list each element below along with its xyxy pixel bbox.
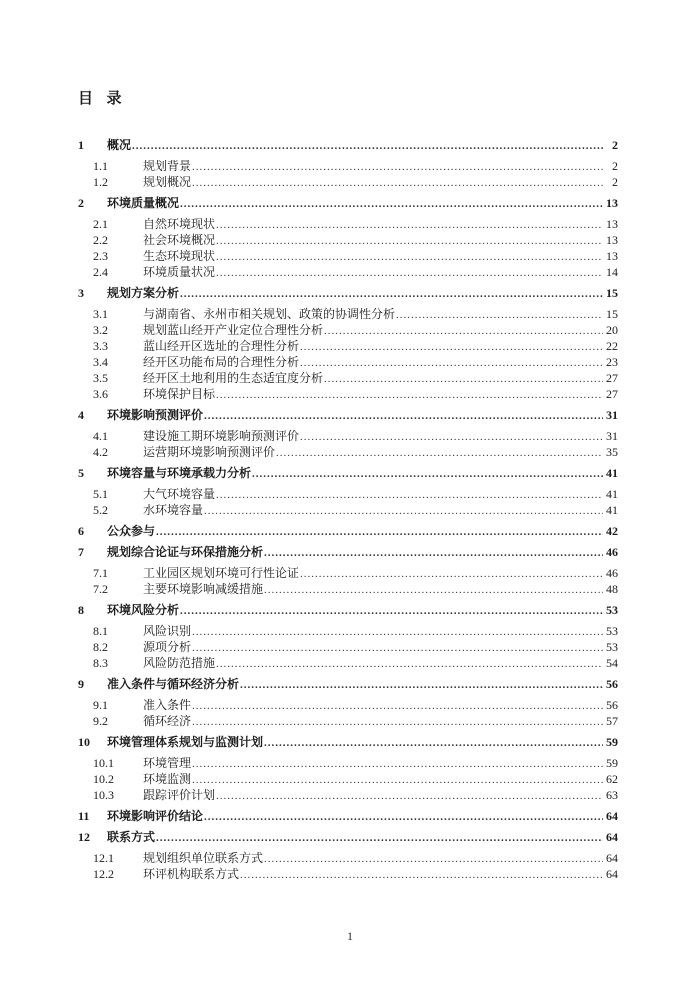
- toc-entry-page: 64: [606, 867, 618, 881]
- toc-entry: [93, 502, 618, 518]
- toc-entry-title: 环境管理: [143, 756, 192, 770]
- toc-entry: [78, 285, 618, 301]
- toc-entry-title: 与湖南省、永州市相关规划、政策的协调性分析: [143, 307, 396, 321]
- dot-leader: [204, 808, 603, 825]
- toc-entry-page: 22: [606, 339, 618, 353]
- dot-leader: [216, 486, 603, 503]
- dot-leader: [204, 407, 603, 424]
- toc-entry-number: 7: [78, 545, 84, 559]
- toc-entry: [93, 639, 618, 655]
- toc-entry-number: 8.3: [93, 656, 108, 670]
- toc-entry: [78, 465, 618, 481]
- toc-entry-page: 41: [606, 503, 618, 517]
- toc-entry-title: 循环经济: [143, 714, 192, 728]
- toc-entry-page: 56: [606, 698, 618, 712]
- dot-leader: [216, 264, 603, 281]
- dot-leader: [264, 850, 603, 867]
- toc-entry-title: 环境质量概况: [107, 196, 180, 210]
- toc-entry-page: 27: [606, 371, 618, 385]
- toc-entry-page: 42: [606, 524, 618, 538]
- toc-entry-number: 9.2: [93, 714, 108, 728]
- toc-entry: [93, 322, 618, 338]
- toc-entry-number: 10.2: [93, 772, 114, 786]
- toc-entry-page: 41: [606, 466, 618, 480]
- toc-entry-title: 风险识别: [143, 624, 192, 638]
- toc-entry: [78, 808, 618, 824]
- toc-entry-title: 环境保护目标: [143, 387, 216, 401]
- toc-entry-title: 主要环境影响减缓措施: [143, 582, 264, 596]
- toc-entry-number: 6: [78, 524, 84, 538]
- toc-entry-title: 规划组织单位联系方式: [143, 851, 264, 865]
- toc-entry-page: 15: [606, 307, 618, 321]
- dot-leader: [264, 581, 603, 598]
- toc-entry-number: 12.2: [93, 867, 114, 881]
- toc-entry: [78, 676, 618, 692]
- toc-entry-title: 环评机构联系方式: [143, 867, 240, 881]
- toc-entry-number: 2: [78, 196, 84, 210]
- toc-list: [78, 137, 618, 882]
- dot-leader: [192, 623, 603, 640]
- toc-entry-title: 规划综合论证与环保措施分析: [107, 545, 264, 559]
- toc-entry-title: 建设施工期环境影响预测评价: [143, 429, 300, 443]
- toc-entry-page: 13: [606, 196, 618, 210]
- dot-leader: [180, 195, 603, 212]
- toc-entry: [93, 581, 618, 597]
- dot-leader: [216, 248, 603, 265]
- toc-entry: [93, 248, 618, 264]
- dot-leader: [300, 338, 603, 355]
- toc-entry-page: 63: [606, 788, 618, 802]
- toc-entry-title: 联系方式: [107, 830, 156, 844]
- toc-entry-page: 13: [606, 233, 618, 247]
- toc-entry: [78, 407, 618, 423]
- dot-leader: [252, 465, 603, 482]
- toc-entry-page: 27: [606, 387, 618, 401]
- toc-entry-number: 3.4: [93, 355, 108, 369]
- dot-leader: [240, 866, 603, 883]
- toc-entry-page: 53: [606, 640, 618, 654]
- dot-leader: [240, 676, 603, 693]
- toc-entry: [78, 523, 618, 539]
- toc-entry-page: 20: [606, 323, 618, 337]
- toc-entry-page: 59: [606, 735, 618, 749]
- toc-entry-page: 31: [606, 408, 618, 422]
- toc-entry-number: 3: [78, 286, 84, 300]
- toc-entry-page: 53: [606, 624, 618, 638]
- toc-entry-title: 运营期环境影响预测评价: [143, 445, 276, 459]
- dot-leader: [192, 755, 603, 772]
- toc-entry-title: 水环境容量: [143, 503, 204, 517]
- dot-leader: [264, 544, 603, 561]
- toc-entry-title: 环境影响预测评价: [107, 408, 204, 422]
- toc-entry-number: 7.2: [93, 582, 108, 596]
- toc-entry-number: 1: [78, 138, 84, 152]
- toc-entry-number: 8.2: [93, 640, 108, 654]
- toc-entry-page: 14: [606, 265, 618, 279]
- toc-entry-number: 3.5: [93, 371, 108, 385]
- dot-leader: [396, 306, 603, 323]
- toc-entry: [93, 354, 618, 370]
- toc-entry: [93, 623, 618, 639]
- toc-entry-page: 41: [606, 487, 618, 501]
- dot-leader: [216, 216, 603, 233]
- toc-entry-page: 56: [606, 677, 618, 691]
- dot-leader: [324, 322, 603, 339]
- toc-entry-number: 2.4: [93, 265, 108, 279]
- toc-entry: [78, 544, 618, 560]
- toc-entry-page: 2: [612, 175, 618, 189]
- toc-entry-number: 11: [78, 809, 90, 823]
- toc-entry-number: 5.2: [93, 503, 108, 517]
- toc-entry-title: 源项分析: [143, 640, 192, 654]
- toc-entry-page: 57: [606, 714, 618, 728]
- toc-entry-number: 2.2: [93, 233, 108, 247]
- toc-entry-title: 跟踪评价计划: [143, 788, 216, 802]
- toc-entry: [93, 787, 618, 803]
- dot-leader: [180, 285, 603, 302]
- toc-entry: [78, 195, 618, 211]
- toc-entry-title: 社会环境概况: [143, 233, 216, 247]
- toc-entry: [78, 602, 618, 618]
- dot-leader: [216, 787, 603, 804]
- toc-entry-page: 64: [606, 830, 618, 844]
- toc-entry: [93, 306, 618, 322]
- toc-entry-page: 15: [606, 286, 618, 300]
- toc-entry: [93, 264, 618, 280]
- toc-entry-number: 12: [78, 830, 90, 844]
- toc-entry-number: 2.1: [93, 217, 108, 231]
- toc-entry: [93, 386, 618, 402]
- toc-entry-page: 13: [606, 217, 618, 231]
- toc-entry: [93, 370, 618, 386]
- toc-entry-number: 7.1: [93, 566, 108, 580]
- toc-entry-title: 风险防范措施: [143, 656, 216, 670]
- toc-entry-title: 规划背景: [143, 159, 192, 173]
- dot-leader: [216, 232, 603, 249]
- toc-entry-title: 环境监测: [143, 772, 192, 786]
- toc-entry-page: 64: [606, 851, 618, 865]
- toc-entry-number: 12.1: [93, 851, 114, 865]
- toc-entry: [93, 174, 618, 190]
- dot-leader: [264, 734, 603, 751]
- toc-entry-title: 环境风险分析: [107, 603, 180, 617]
- toc-entry-number: 4.2: [93, 445, 108, 459]
- toc-entry: [93, 428, 618, 444]
- toc-entry: [93, 232, 618, 248]
- toc-entry-page: 46: [606, 566, 618, 580]
- toc-entry-number: 10.3: [93, 788, 114, 802]
- toc-entry-page: 13: [606, 249, 618, 263]
- dot-leader: [132, 137, 603, 154]
- toc-entry: [93, 565, 618, 581]
- dot-leader: [300, 428, 603, 445]
- toc-entry-number: 3.2: [93, 323, 108, 337]
- toc-entry-number: 5: [78, 466, 84, 480]
- toc-entry: [93, 850, 618, 866]
- footer-page-number: 1: [347, 929, 353, 943]
- toc-entry: [78, 829, 618, 845]
- toc-entry-number: 3.1: [93, 307, 108, 321]
- dot-leader: [156, 523, 603, 540]
- dot-leader: [300, 354, 603, 371]
- dot-leader: [192, 713, 603, 730]
- dot-leader: [276, 444, 603, 461]
- toc-entry-page: 62: [606, 772, 618, 786]
- toc-entry: [93, 713, 618, 729]
- toc-entry-number: 10: [78, 735, 90, 749]
- toc-entry: [93, 697, 618, 713]
- toc-entry: [93, 655, 618, 671]
- toc-entry: [78, 734, 618, 750]
- toc-entry-number: 2.3: [93, 249, 108, 263]
- toc-entry-number: 9.1: [93, 698, 108, 712]
- toc-entry-page: 48: [606, 582, 618, 596]
- toc-entry-title: 大气环境容量: [143, 487, 216, 501]
- toc-entry: [93, 444, 618, 460]
- toc-entry-page: 59: [606, 756, 618, 770]
- dot-leader: [156, 829, 603, 846]
- toc-entry-number: 8.1: [93, 624, 108, 638]
- toc-entry-page: 53: [606, 603, 618, 617]
- toc-entry-page: 54: [606, 656, 618, 670]
- toc-entry-title: 规划概况: [143, 175, 192, 189]
- toc-entry: [93, 216, 618, 232]
- toc-entry: [93, 771, 618, 787]
- toc-entry-number: 5.1: [93, 487, 108, 501]
- toc-entry-title: 环境影响评价结论: [107, 809, 204, 823]
- dot-leader: [204, 502, 603, 519]
- toc-entry-title: 环境管理体系规划与监测计划: [107, 735, 264, 749]
- toc-entry-page: 35: [606, 445, 618, 459]
- toc-entry-title: 经开区功能布局的合理性分析: [143, 355, 300, 369]
- toc-entry-title: 环境质量状况: [143, 265, 216, 279]
- toc-entry-number: 3.3: [93, 339, 108, 353]
- toc-entry-title: 概况: [107, 138, 132, 152]
- toc-entry: [93, 338, 618, 354]
- toc-entry-title: 规划蓝山经开产业定位合理性分析: [143, 323, 324, 337]
- toc-entry-title: 准入条件与循环经济分析: [107, 677, 240, 691]
- toc-entry: [93, 755, 618, 771]
- toc-entry-title: 准入条件: [143, 698, 192, 712]
- dot-leader: [192, 697, 603, 714]
- toc-entry-number: 3.6: [93, 387, 108, 401]
- dot-leader: [300, 565, 603, 582]
- toc-entry-page: 64: [606, 809, 618, 823]
- toc-entry-page: 2: [612, 159, 618, 173]
- dot-leader: [192, 771, 603, 788]
- toc-entry-number: 1.1: [93, 159, 108, 173]
- toc-entry-number: 10.1: [93, 756, 114, 770]
- dot-leader: [192, 639, 603, 656]
- toc-entry: [93, 158, 618, 174]
- toc-entry-number: 4.1: [93, 429, 108, 443]
- dot-leader: [192, 158, 603, 175]
- toc-entry-title: 经开区土地利用的生态适宜度分析: [143, 371, 324, 385]
- toc-entry: [93, 486, 618, 502]
- toc-entry-page: 46: [606, 545, 618, 559]
- toc-entry-title: 生态环境现状: [143, 249, 216, 263]
- dot-leader: [180, 602, 603, 619]
- toc-entry-title: 公众参与: [107, 524, 156, 538]
- toc-entry-title: 自然环境现状: [143, 217, 216, 231]
- toc-entry-page: 23: [606, 355, 618, 369]
- toc-entry-title: 环境容量与环境承载力分析: [107, 466, 252, 480]
- toc-entry: [78, 137, 618, 153]
- toc-entry-page: 31: [606, 429, 618, 443]
- toc-entry-title: 蓝山经开区选址的合理性分析: [143, 339, 300, 353]
- toc-entry-title: 规划方案分析: [107, 286, 180, 300]
- dot-leader: [216, 655, 603, 672]
- dot-leader: [216, 386, 603, 403]
- toc-entry-title: 工业园区规划环境可行性论证: [143, 566, 300, 580]
- toc-entry-number: 9: [78, 677, 84, 691]
- toc-entry-number: 8: [78, 603, 84, 617]
- page-title: 目 录: [78, 91, 124, 107]
- toc-entry-number: 1.2: [93, 175, 108, 189]
- toc-entry-number: 4: [78, 408, 84, 422]
- dot-leader: [324, 370, 603, 387]
- toc-entry: [93, 866, 618, 882]
- dot-leader: [192, 174, 603, 191]
- toc-entry-page: 2: [612, 138, 618, 152]
